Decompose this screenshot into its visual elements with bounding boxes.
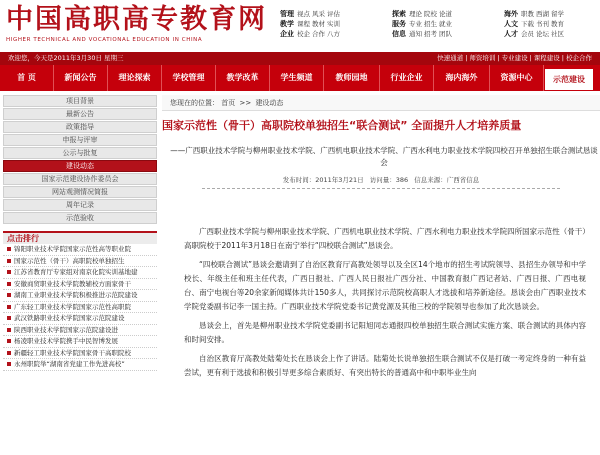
rank-list [3, 244, 157, 371]
category-group [504, 9, 598, 19]
category-link[interactable]: 评估 [327, 10, 340, 18]
bullet-icon [7, 305, 11, 309]
sidebar-item[interactable]: 项目背景 [3, 95, 157, 107]
category-link[interactable]: 理论 [409, 10, 422, 18]
bullet-icon [7, 339, 11, 343]
quick-links [437, 52, 592, 65]
rank-link[interactable]: 杨凌职业技术学院携手中民智博发展 [14, 337, 118, 345]
category-link[interactable]: 西湖 [536, 10, 549, 18]
bullet-icon [7, 351, 11, 355]
category-link[interactable]: 书刊 [536, 20, 549, 28]
category-link[interactable]: 风采 [312, 10, 325, 18]
breadcrumb-current[interactable]: 建设动态 [255, 99, 284, 107]
category-link[interactable]: 职教 [521, 10, 534, 18]
quick-link[interactable]: 校企合作 [566, 54, 592, 62]
nav-item[interactable]: 教学改革 [216, 65, 270, 91]
category-link[interactable]: 下载 [521, 20, 534, 28]
article-subtitle: ——广西职业技术学院与柳州职业技术学院、广西机电职业技术学院、广西水利电力职业技术学院四校召开单独招生联合测试恳谈会 [170, 146, 598, 167]
nav-item[interactable]: 首 页 [0, 65, 54, 91]
article-area [162, 95, 600, 455]
breadcrumb-separator: >> [239, 99, 252, 107]
bullet-icon [7, 293, 11, 297]
rank-item[interactable] [3, 336, 157, 348]
rank-link[interactable]: 湖南工业职业技术学院积极推进示范院建设 [14, 291, 138, 299]
view-count: 访问量：386 [369, 176, 409, 184]
publish-time: 发布时间：2011年3月21日 [282, 176, 364, 184]
sidebar [0, 95, 158, 455]
bullet-icon [7, 316, 11, 320]
info-source: 信息来源：广西省信息 [414, 176, 480, 184]
site-logo[interactable]: 中国高职高专教育网 [6, 4, 267, 35]
category-link[interactable]: 团队 [439, 30, 452, 38]
category-heading[interactable]: 教学 [280, 20, 294, 28]
category-group [392, 29, 504, 39]
category-group [392, 19, 504, 29]
link-separator: | [529, 54, 532, 62]
nav-item[interactable]: 学校管理 [162, 65, 216, 91]
article-paragraph: 广西职业技术学院与柳州职业技术学院、广西机电职业技术学院、广西水利电力职业技术学院四所国家示范性（骨干）高职院校于2011年3月18日在南宁举行“四校联合测试”恳谈会。 [184, 227, 586, 250]
rank-item[interactable] [3, 279, 157, 291]
rank-item[interactable] [3, 359, 157, 371]
bullet-icon [7, 247, 11, 251]
category-link[interactable]: 论坛 [536, 30, 549, 38]
article-paragraph: “四校联合测试”恳谈会邀请到了自治区教育厅高教处领导以及全区14个地市的招生考试院领导、县招生办领导和中学校长、年级主任和班主任代表，广西日报社、广西人民日报社广西分社、中国教育报广西记者站、广西日报、广西电视台、南宁电视台等20余家新闻媒体共计150多人，共同探讨示范院校高职人才选拔和培养新途径。恳谈会由广西职业技术学院党委副书记李一国主持。广西职业技术学院党委书记黄党源及其他三校的学院领导也参加了此次恳谈会。 [184, 260, 586, 311]
site-header [0, 0, 600, 52]
category-link[interactable]: 招生 [424, 20, 437, 28]
category-link[interactable]: 留学 [551, 10, 564, 18]
article-meta [202, 175, 560, 189]
sidebar-item[interactable]: 示范验收 [3, 212, 157, 224]
quick-link[interactable]: 课程建设 [533, 54, 560, 62]
link-separator: | [465, 54, 468, 62]
category-row [280, 9, 598, 19]
sidebar-item[interactable]: 公示与批复 [3, 147, 157, 159]
category-heading[interactable]: 人才 [504, 30, 518, 38]
category-row [280, 29, 598, 39]
site-logo-english: HIGHER TECHNICAL AND VOCATIONAL EDUCATION IN CHINA [6, 37, 203, 43]
article-body [184, 225, 586, 380]
category-link[interactable]: 论道 [439, 10, 452, 18]
sidebar-item[interactable]: 最新公告 [3, 108, 157, 120]
quick-link[interactable]: 师资培训 [469, 54, 496, 62]
top-category-nav [280, 9, 598, 39]
category-link[interactable]: 合作 [312, 30, 325, 38]
category-group [280, 29, 392, 39]
nav-item[interactable]: 新闻公告 [54, 65, 108, 91]
bullet-icon [7, 328, 11, 332]
category-link[interactable]: 招考 [424, 30, 437, 38]
sidebar-item[interactable]: 周年记录 [3, 199, 157, 211]
sidebar-item[interactable]: 建设动态 [3, 160, 157, 172]
category-link[interactable]: 校企 [297, 30, 310, 38]
current-date: 欢迎您，今天是2011年3月30日 星期三 [8, 54, 124, 62]
category-link[interactable]: 教材 [312, 20, 325, 28]
category-group [504, 29, 598, 39]
category-group [392, 9, 504, 19]
sidebar-menu [0, 95, 158, 224]
nav-item[interactable]: 资源中心 [490, 65, 544, 91]
breadcrumb-home-link[interactable]: 首页 [221, 99, 236, 107]
rank-link[interactable]: 国家示范性（骨干）高职院校单独招生 [14, 256, 125, 265]
rank-item[interactable] [3, 348, 157, 360]
category-group [504, 19, 598, 29]
category-link[interactable]: 教育 [551, 20, 564, 28]
rank-link[interactable]: 陕西职业技术学院国家示范院建设进 [14, 325, 118, 334]
rank-item[interactable] [3, 290, 157, 302]
nav-item[interactable]: 教师园地 [324, 65, 380, 91]
category-group [280, 9, 392, 19]
main-nav [0, 65, 600, 91]
link-separator: | [497, 54, 500, 62]
article-paragraph: 恳谈会上，首先是柳州职业技术学院党委副书记阳旭同志通报四校单独招生联合测试实施方案、联合测试的具体内容和时间安排。 [184, 321, 586, 344]
rank-item[interactable] [3, 325, 157, 337]
info-bar [0, 52, 600, 65]
category-heading[interactable]: 探索 [392, 10, 406, 18]
rank-item[interactable] [3, 302, 157, 314]
category-heading[interactable]: 企业 [280, 30, 294, 38]
sidebar-item[interactable]: 政策指导 [3, 121, 157, 133]
rank-item[interactable] [3, 244, 157, 256]
category-link[interactable]: 通知 [409, 30, 422, 38]
sidebar-item[interactable]: 网站观测情况简报 [3, 186, 157, 198]
category-link[interactable]: 课程 [297, 20, 310, 28]
category-link[interactable]: 实训 [327, 20, 340, 28]
category-link[interactable]: 会员 [521, 30, 534, 38]
sidebar-item[interactable]: 国家示范建设协作委员会 [3, 173, 157, 185]
category-link[interactable]: 社区 [551, 30, 564, 38]
breadcrumb [162, 95, 600, 111]
breadcrumb-label: 您现在的位置： [170, 99, 219, 107]
category-heading[interactable]: 海外 [504, 10, 518, 18]
bullet-icon [7, 270, 11, 274]
rank-heading: 点击排行 [3, 231, 157, 244]
sidebar-item[interactable]: 申报与评审 [3, 134, 157, 146]
rank-item[interactable] [3, 267, 157, 279]
quick-link[interactable]: 专业建设 [501, 54, 528, 62]
article-paragraph: 自治区教育厅高教处陆菊处长在恳谈会上作了讲话。陆菊处长说单独招生联合测试不仅是打破一考定终身的一种有益尝试，更有利于选拔和积极引导更多综合素质好、有突出特长的普通高中和中职毕业生向 [184, 354, 586, 377]
link-separator: | [561, 54, 564, 62]
category-heading[interactable]: 人文 [504, 20, 518, 28]
category-heading[interactable]: 信息 [392, 30, 406, 38]
rank-item[interactable] [3, 256, 157, 268]
nav-item[interactable]: 行业企业 [380, 65, 434, 91]
category-link[interactable]: 就业 [439, 20, 452, 28]
rank-link[interactable]: 安徽商贸职业技术学院教辅校方面家骨干 [14, 279, 131, 288]
category-heading[interactable]: 管理 [280, 10, 294, 18]
quick-link[interactable]: 快速通道 [437, 54, 464, 62]
category-heading[interactable]: 服务 [392, 20, 406, 28]
category-group [280, 19, 392, 29]
category-row [280, 19, 598, 29]
rank-link[interactable]: 广东轻工职业技术学院国家示范性高职院 [14, 302, 131, 311]
category-link[interactable]: 视点 [297, 10, 310, 18]
nav-item[interactable]: 示范建设 [544, 68, 594, 91]
rank-link[interactable]: 武汉铁路职业技术学院国家示范院建设 [14, 314, 125, 322]
bullet-icon [7, 362, 11, 366]
category-link[interactable]: 院校 [424, 10, 437, 18]
rank-link[interactable]: 新疆轻工职业技术学院国家骨干高职院校 [14, 348, 131, 357]
bullet-icon [7, 282, 11, 286]
nav-item[interactable]: 学生频道 [270, 65, 324, 91]
article-title: 国家示范性（骨干）高职院校单独招生“联合测试” 全面提升人才培养质量 [162, 119, 522, 132]
nav-item[interactable]: 理论探索 [108, 65, 162, 91]
category-link[interactable]: 专业 [409, 20, 422, 28]
nav-item[interactable]: 海内海外 [434, 65, 490, 91]
rank-link[interactable]: 永州职院举“湖南省党建工作先进高校” [14, 360, 125, 368]
rank-item[interactable] [3, 313, 157, 325]
rank-link[interactable]: 江苏省教育厅专家组对南京化院实训基地建 [14, 268, 138, 276]
rank-link[interactable]: 锦阳职业技术学院国家示范性高等职业院 [14, 245, 131, 253]
category-link[interactable]: 八方 [327, 30, 340, 38]
bullet-icon [7, 259, 11, 263]
